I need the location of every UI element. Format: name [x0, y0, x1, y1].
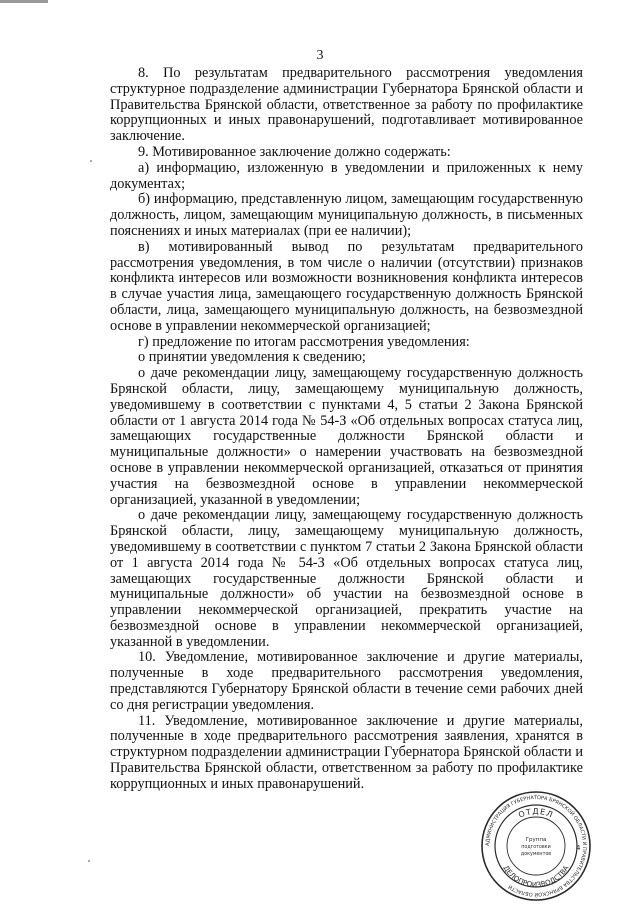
paragraph-10: 10. Уведомление, мотивированное заключение и другие материалы, полученные в ходе предварительного рассмотрения уведомления, представляются Губернатору Брянской области в течение семи рабочих дней со дня регистрации уведомления.	[110, 649, 583, 713]
paragraph-11: 11. Уведомление, мотивированное заключение и другие материалы, полученные в ходе предварительного рассмотрения заявления, хранятся в структурном подразделении администрации Губернатора Брянской области и Правительства Брянской области, ответственном за работу по профилактике коррупционных и иных правонарушений.	[110, 712, 583, 792]
stamp-inner-line-1: Группа	[525, 837, 547, 843]
paragraph-9g-item-2: о даче рекомендации лицу, замещающему государственную должность Брянской области, лицу, замещающему муниципальную должность, уведомившему в соответствии с пунктами 4, 5 статьи 2 Закона Брянской области от 1 августа 2014 года № 54-З «Об отдельных вопросах статуса лиц, замещающих государственные должности Брянской области и муниципальные должности» о намерении участвовать на безвозмездной основе в управлении некоммерческой организацией, отказаться от принятия участия на безвозмездной основе в управлении некоммерческой организацией, указанной в уведомлении;	[110, 365, 583, 508]
office-stamp	[480, 790, 592, 902]
stamp-top-text: ОТДЕЛ	[517, 807, 555, 820]
scan-speck	[90, 160, 92, 162]
stamp-ring-text: АДМИНИСТРАЦИЯ ГУБЕРНАТОРА БРЯНСКОЙ ОБЛАСТИ И ПРАВИТЕЛЬСТВА БРЯНСКОЙ ОБЛАСТИ	[484, 794, 588, 898]
paragraph-9v: в) мотивированный вывод по результатам предварительного рассмотрения уведомления, в том числе о наличии (отсутствии) признаков конфликта интересов или возможности возникновения конфликта интересов в случае участия лица, замещающего государственную должность Брянской области, лица, замещающего муниципальную должность, на безвозмездной основе в управлении некоммерческой организацией;	[110, 238, 583, 334]
document-body	[110, 66, 583, 793]
paragraph-8: 8. По результатам предварительного рассмотрения уведомления структурное подразделение администрации Губернатора Брянской области и Правительства Брянской области, ответственное за работу по профилактике коррупционных и иных правонарушений, подготавливает мотивированное заключение.	[110, 65, 583, 145]
paragraph-9b: б) информацию, представленную лицом, замещающим государственную должность, лицом, замещающим муниципальную должность, в письменных пояснениях и иных материалах (при ее наличии);	[110, 191, 583, 239]
page-number: 3	[316, 48, 324, 63]
paragraph-9a: а) информацию, изложенную в уведомлении и приложенных к нему документах;	[110, 159, 583, 192]
stamp-number: 4	[576, 844, 581, 852]
scan-speck	[88, 860, 90, 862]
stamp-bottom-text: ДЕЛОПРОИЗВОДСТВА	[501, 864, 571, 890]
stamp-inner-line-3: документов	[520, 852, 552, 857]
paragraph-9g-item-1: о принятии уведомления к сведению;	[138, 349, 366, 366]
stamp-inner-line-2: подготовки	[521, 845, 551, 850]
paragraph-9g: г) предложение по итогам рассмотрения уведомления:	[138, 333, 470, 350]
paragraph-9: 9. Мотивированное заключение должно содержать:	[138, 143, 451, 160]
scan-edge-mark	[0, 0, 48, 3]
paragraph-9g-item-3: о даче рекомендации лицу, замещающему государственную должность Брянской области, лицу, замещающему муниципальную должность, уведомившему в соответствии с пунктом 7 статьи 2 Закона Брянской области от 1 августа 2014 года № 54-З «Об отдельных вопросах статуса лиц, замещающих государственные должности Брянской области и муниципальные должности» об участии на безвозмездной основе в управлении некоммерческой организацией, прекратить участие на безвозмездной основе в управлении некоммерческой организацией, указанной в уведомлении.	[110, 507, 583, 650]
